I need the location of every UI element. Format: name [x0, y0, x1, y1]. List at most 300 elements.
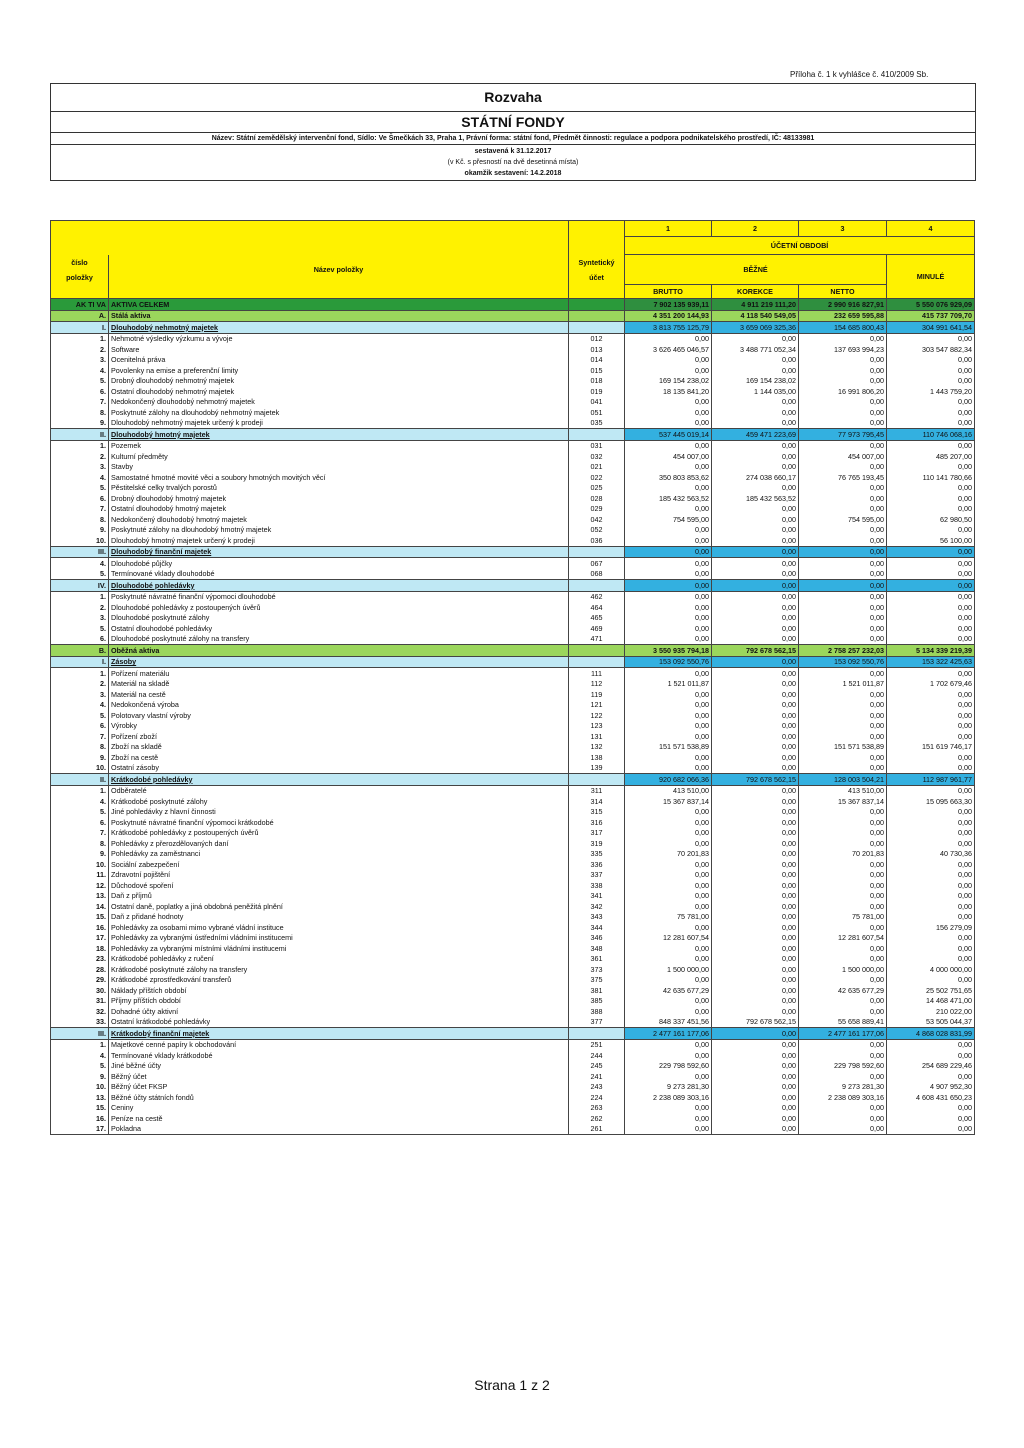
table-row — [51, 763, 975, 774]
item-number: 32. — [51, 1006, 109, 1017]
entity-info: Název: Státní zemědělský intervenční fond, Sídlo: Ve Šmečkách 33, Praha 1, Právní forma: státní fond, Předmět činnosti: regulace a podpora podnikatelského prostředí, IČ: 48133981 — [51, 133, 975, 145]
netto-value: 0,00 — [799, 943, 887, 954]
korekce-value: 0,00 — [712, 891, 799, 902]
brutto-value: 1 521 011,87 — [625, 679, 712, 690]
brutto-value: 1 500 000,00 — [625, 964, 712, 975]
period-header: ÚČETNÍ OBDOBÍ — [625, 237, 975, 255]
netto-value: 0,00 — [799, 558, 887, 569]
brutto-header: BRUTTO — [625, 285, 712, 299]
netto-value: 137 693 994,23 — [799, 344, 887, 355]
table-row — [51, 785, 975, 796]
brutto-value: 2 238 089 303,16 — [625, 1092, 712, 1103]
item-number: 11. — [51, 870, 109, 881]
item-number: 33. — [51, 1017, 109, 1028]
netto-value: 0,00 — [799, 546, 887, 558]
korekce-value: 0,00 — [712, 668, 799, 679]
item-name: Pohledávky z přerozdělovaných daní — [109, 838, 569, 849]
previous-value: 5 134 339 219,39 — [887, 645, 975, 657]
table-row — [51, 493, 975, 504]
item-number: 5. — [51, 569, 109, 580]
netto-value: 2 990 916 827,91 — [799, 299, 887, 311]
previous-value: 0,00 — [887, 407, 975, 418]
account-code: 315 — [569, 807, 625, 818]
account-code: 338 — [569, 880, 625, 891]
item-name: Ostatní daně, poplatky a jiná obdobná peněžitá plnění — [109, 901, 569, 912]
table-row — [51, 731, 975, 742]
korekce-value: 0,00 — [712, 1124, 799, 1135]
table-row — [51, 472, 975, 483]
table-row — [51, 429, 975, 441]
item-name: Zdravotní pojištění — [109, 870, 569, 881]
account-code: 018 — [569, 376, 625, 387]
item-name: Dlouhodobý nehmotný majetek — [109, 322, 569, 334]
table-row — [51, 752, 975, 763]
table-row — [51, 1082, 975, 1093]
netto-value: 0,00 — [799, 418, 887, 429]
item-name: Ostatní dlouhodobé pohledávky — [109, 623, 569, 634]
item-number: 12. — [51, 880, 109, 891]
table-row — [51, 386, 975, 397]
brutto-value: 3 550 935 794,18 — [625, 645, 712, 657]
compiled-date: sestavená k 31.12.2017 — [474, 148, 552, 155]
netto-value: 0,00 — [799, 376, 887, 387]
korekce-header: KOREKCE — [712, 285, 799, 299]
item-name: Výrobky — [109, 721, 569, 732]
previous-value: 0,00 — [887, 817, 975, 828]
netto-value: 2 238 089 303,16 — [799, 1092, 887, 1103]
account-code: 014 — [569, 355, 625, 366]
previous-value: 15 095 663,30 — [887, 796, 975, 807]
document-title: Rozvaha — [51, 84, 975, 112]
brutto-value: 848 337 451,56 — [625, 1017, 712, 1028]
korekce-value: 0,00 — [712, 418, 799, 429]
table-row — [51, 1061, 975, 1072]
table-row — [51, 344, 975, 355]
brutto-value: 413 510,00 — [625, 785, 712, 796]
account-code: 262 — [569, 1113, 625, 1124]
previous-value: 303 547 882,34 — [887, 344, 975, 355]
netto-value: 0,00 — [799, 1050, 887, 1061]
table-row — [51, 299, 975, 311]
item-number-header — [51, 255, 109, 285]
item-name: Stavby — [109, 462, 569, 473]
brutto-value: 12 281 607,54 — [625, 933, 712, 944]
account-code: 335 — [569, 849, 625, 860]
korekce-value: 0,00 — [712, 700, 799, 711]
previous-value: 0,00 — [887, 752, 975, 763]
previous-value: 0,00 — [887, 689, 975, 700]
item-number: 16. — [51, 1113, 109, 1124]
account-code — [569, 656, 625, 668]
netto-value: 0,00 — [799, 763, 887, 774]
item-name: Pohledávky za zaměstnanci — [109, 849, 569, 860]
korekce-value: 0,00 — [712, 634, 799, 645]
item-number: 4. — [51, 700, 109, 711]
netto-value: 229 798 592,60 — [799, 1061, 887, 1072]
table-row — [51, 613, 975, 624]
korekce-value: 0,00 — [712, 985, 799, 996]
brutto-value: 0,00 — [625, 817, 712, 828]
brutto-value: 0,00 — [625, 689, 712, 700]
item-name: Krátkodobé zprostředkování transferů — [109, 975, 569, 986]
netto-value: 12 281 607,54 — [799, 933, 887, 944]
account-code: 224 — [569, 1092, 625, 1103]
previous-value: 0,00 — [887, 1039, 975, 1050]
account-code — [569, 299, 625, 311]
table-row — [51, 807, 975, 818]
item-name: Ceniny — [109, 1103, 569, 1114]
netto-value: 0,00 — [799, 397, 887, 408]
table-row — [51, 634, 975, 645]
brutto-value: 0,00 — [625, 602, 712, 613]
item-number: 15. — [51, 1103, 109, 1114]
brutto-value: 0,00 — [625, 407, 712, 418]
brutto-value: 153 092 550,76 — [625, 656, 712, 668]
previous-value: 0,00 — [887, 859, 975, 870]
item-number: II. — [51, 774, 109, 786]
previous-value: 0,00 — [887, 504, 975, 515]
item-number: 6. — [51, 493, 109, 504]
netto-value: 15 367 837,14 — [799, 796, 887, 807]
netto-value: 0,00 — [799, 1124, 887, 1135]
item-name: Poskytnuté návratné finanční výpomoci dlouhodobé — [109, 591, 569, 602]
netto-value: 0,00 — [799, 333, 887, 344]
previous-value: 156 279,09 — [887, 922, 975, 933]
brutto-value: 0,00 — [625, 1113, 712, 1124]
korekce-value: 4 118 540 549,05 — [712, 310, 799, 322]
item-number: 5. — [51, 807, 109, 818]
account-code: 051 — [569, 407, 625, 418]
netto-value: 2 477 161 177,06 — [799, 1028, 887, 1040]
brutto-value: 70 201,83 — [625, 849, 712, 860]
previous-value: 0,00 — [887, 525, 975, 536]
page-footer: Strana 1 z 2 — [474, 1377, 550, 1393]
item-number: 14. — [51, 901, 109, 912]
item-name: Dlouhodobé půjčky — [109, 558, 569, 569]
korekce-value: 0,00 — [712, 975, 799, 986]
netto-value: 0,00 — [799, 580, 887, 592]
item-name: Jiné pohledávky z hlavní činnosti — [109, 807, 569, 818]
table-row — [51, 849, 975, 860]
item-name: Pokladna — [109, 1124, 569, 1135]
col-num-1: 1 — [625, 221, 712, 237]
item-number: 7. — [51, 731, 109, 742]
netto-value: 0,00 — [799, 731, 887, 742]
korekce-value: 0,00 — [712, 365, 799, 376]
brutto-value: 0,00 — [625, 546, 712, 558]
previous-value: 110 746 068,16 — [887, 429, 975, 441]
korekce-value: 0,00 — [712, 849, 799, 860]
netto-value: 9 273 281,30 — [799, 1082, 887, 1093]
table-row — [51, 710, 975, 721]
korekce-value: 0,00 — [712, 828, 799, 839]
item-name: Příjmy příštích období — [109, 996, 569, 1007]
item-name: Dlouhodobé poskytnuté zálohy na transfery — [109, 634, 569, 645]
item-number: 4. — [51, 472, 109, 483]
brutto-value: 0,00 — [625, 333, 712, 344]
korekce-value: 0,00 — [712, 996, 799, 1007]
previous-value: 0,00 — [887, 807, 975, 818]
netto-value: 42 635 677,29 — [799, 985, 887, 996]
previous-value: 210 022,00 — [887, 1006, 975, 1017]
item-number: 18. — [51, 943, 109, 954]
korekce-value: 274 038 660,17 — [712, 472, 799, 483]
brutto-value: 350 803 853,62 — [625, 472, 712, 483]
item-number: III. — [51, 546, 109, 558]
previous-value: 25 502 751,65 — [887, 985, 975, 996]
previous-value: 0,00 — [887, 912, 975, 923]
korekce-value: 0,00 — [712, 1103, 799, 1114]
brutto-value: 0,00 — [625, 440, 712, 451]
col-num-4: 4 — [887, 221, 975, 237]
account-code: 311 — [569, 785, 625, 796]
item-number: 9. — [51, 525, 109, 536]
table-row — [51, 689, 975, 700]
brutto-value: 3 813 755 125,79 — [625, 322, 712, 334]
previous-value: 4 000 000,00 — [887, 964, 975, 975]
item-name: Kulturní předměty — [109, 451, 569, 462]
item-name: Běžný účet — [109, 1071, 569, 1082]
previous-value: 0,00 — [887, 591, 975, 602]
korekce-value: 0,00 — [712, 1113, 799, 1124]
previous-value: 0,00 — [887, 870, 975, 881]
table-row — [51, 901, 975, 912]
previous-value: 4 868 028 831,99 — [887, 1028, 975, 1040]
korekce-value: 0,00 — [712, 483, 799, 494]
account-code: 067 — [569, 558, 625, 569]
account-label-1: Syntetický — [578, 257, 615, 267]
item-number: 5. — [51, 623, 109, 634]
table-row — [51, 376, 975, 387]
netto-value: 1 521 011,87 — [799, 679, 887, 690]
korekce-value: 0,00 — [712, 859, 799, 870]
previous-value: 0,00 — [887, 710, 975, 721]
item-name: Ostatní krátkodobé pohledávky — [109, 1017, 569, 1028]
previous-value: 0,00 — [887, 933, 975, 944]
netto-value: 0,00 — [799, 355, 887, 366]
brutto-value: 0,00 — [625, 922, 712, 933]
item-number: 5. — [51, 1061, 109, 1072]
previous-value: 0,00 — [887, 602, 975, 613]
korekce-value: 0,00 — [712, 1006, 799, 1017]
item-name: Termínované vklady krátkodobé — [109, 1050, 569, 1061]
table-row — [51, 514, 975, 525]
brutto-value: 0,00 — [625, 996, 712, 1007]
item-number: 7. — [51, 504, 109, 515]
table-row — [51, 1092, 975, 1103]
netto-value: 0,00 — [799, 407, 887, 418]
col-num-2: 2 — [712, 221, 799, 237]
table-row — [51, 700, 975, 711]
table-row — [51, 645, 975, 657]
previous-value: 0,00 — [887, 333, 975, 344]
table-row — [51, 817, 975, 828]
korekce-value: 0,00 — [712, 731, 799, 742]
balance-sheet-table — [50, 220, 975, 1135]
korekce-value: 0,00 — [712, 1028, 799, 1040]
item-name: Dlouhodobé poskytnuté zálohy — [109, 613, 569, 624]
current-period-header: BĚŽNÉ — [625, 255, 887, 285]
item-number: III. — [51, 1028, 109, 1040]
account-code: 344 — [569, 922, 625, 933]
item-name: Daň z příjmů — [109, 891, 569, 902]
previous-value: 62 980,50 — [887, 514, 975, 525]
item-name: Termínované vklady dlouhodobé — [109, 569, 569, 580]
netto-value: 0,00 — [799, 859, 887, 870]
item-label: položky — [66, 272, 93, 282]
item-number: 3. — [51, 613, 109, 624]
previous-value: 0,00 — [887, 580, 975, 592]
brutto-value: 0,00 — [625, 1050, 712, 1061]
korekce-value: 792 678 562,15 — [712, 1017, 799, 1028]
item-number: 4. — [51, 365, 109, 376]
table-row — [51, 591, 975, 602]
netto-header: NETTO — [799, 285, 887, 299]
korekce-value: 0,00 — [712, 901, 799, 912]
annex-note: Příloha č. 1 k vyhlášce č. 410/2009 Sb. — [790, 70, 929, 79]
netto-value: 77 973 795,45 — [799, 429, 887, 441]
brutto-value: 0,00 — [625, 365, 712, 376]
table-row — [51, 828, 975, 839]
item-name: Ostatní dlouhodobý hmotný majetek — [109, 504, 569, 515]
table-row — [51, 679, 975, 690]
brutto-value: 0,00 — [625, 891, 712, 902]
brutto-value: 185 432 563,52 — [625, 493, 712, 504]
account-code: 029 — [569, 504, 625, 515]
korekce-value: 0,00 — [712, 964, 799, 975]
table-row — [51, 418, 975, 429]
item-number: 2. — [51, 679, 109, 690]
brutto-value: 0,00 — [625, 828, 712, 839]
item-number: 9. — [51, 418, 109, 429]
item-number: 9. — [51, 849, 109, 860]
previous-value: 4 907 952,30 — [887, 1082, 975, 1093]
netto-value: 75 781,00 — [799, 912, 887, 923]
korekce-value: 0,00 — [712, 656, 799, 668]
netto-value: 0,00 — [799, 700, 887, 711]
brutto-value: 0,00 — [625, 710, 712, 721]
korekce-value: 0,00 — [712, 1092, 799, 1103]
previous-period-header: MINULÉ — [887, 255, 975, 299]
account-code — [569, 1028, 625, 1040]
item-number: 8. — [51, 838, 109, 849]
brutto-value: 7 902 135 939,11 — [625, 299, 712, 311]
previous-value: 0,00 — [887, 355, 975, 366]
netto-value: 0,00 — [799, 710, 887, 721]
account-code: 245 — [569, 1061, 625, 1072]
table-row — [51, 933, 975, 944]
account-code: 337 — [569, 870, 625, 881]
account-code — [569, 322, 625, 334]
table-row — [51, 355, 975, 366]
account-code — [569, 310, 625, 322]
account-code: 122 — [569, 710, 625, 721]
korekce-value: 0,00 — [712, 623, 799, 634]
brutto-value: 0,00 — [625, 535, 712, 546]
account-code — [569, 546, 625, 558]
balance-rows — [51, 299, 975, 1135]
table-row — [51, 451, 975, 462]
previous-value: 0,00 — [887, 418, 975, 429]
korekce-value: 0,00 — [712, 922, 799, 933]
item-name: Povolenky na emise a preferenční limity — [109, 365, 569, 376]
netto-value: 754 595,00 — [799, 514, 887, 525]
account-code: 028 — [569, 493, 625, 504]
item-number: 5. — [51, 376, 109, 387]
table-row — [51, 870, 975, 881]
korekce-value: 0,00 — [712, 558, 799, 569]
netto-value: 0,00 — [799, 493, 887, 504]
previous-value: 1 702 679,46 — [887, 679, 975, 690]
item-number: 10. — [51, 859, 109, 870]
previous-value: 0,00 — [887, 1113, 975, 1124]
korekce-value: 0,00 — [712, 333, 799, 344]
previous-value: 14 468 471,00 — [887, 996, 975, 1007]
item-name: Drobný dlouhodobý hmotný majetek — [109, 493, 569, 504]
korekce-value: 0,00 — [712, 451, 799, 462]
table-row — [51, 1050, 975, 1061]
table-row — [51, 462, 975, 473]
item-name: Pohledávky za osobami mimo vybrané vládní instituce — [109, 922, 569, 933]
brutto-value: 0,00 — [625, 1071, 712, 1082]
netto-value: 0,00 — [799, 752, 887, 763]
account-code: 035 — [569, 418, 625, 429]
account-code: 464 — [569, 602, 625, 613]
brutto-value: 169 154 238,02 — [625, 376, 712, 387]
brutto-value: 0,00 — [625, 838, 712, 849]
table-row — [51, 322, 975, 334]
netto-value: 0,00 — [799, 623, 887, 634]
previous-value: 110 141 780,66 — [887, 472, 975, 483]
brutto-value: 0,00 — [625, 700, 712, 711]
item-number: 29. — [51, 975, 109, 986]
item-name: Důchodové spoření — [109, 880, 569, 891]
account-code: 343 — [569, 912, 625, 923]
account-code: 123 — [569, 721, 625, 732]
brutto-value: 0,00 — [625, 763, 712, 774]
account-code: 042 — [569, 514, 625, 525]
previous-value: 0,00 — [887, 613, 975, 624]
korekce-value: 3 488 771 052,34 — [712, 344, 799, 355]
korekce-value: 0,00 — [712, 591, 799, 602]
account-code — [569, 429, 625, 441]
account-code: 111 — [569, 668, 625, 679]
item-number: 1. — [51, 1039, 109, 1050]
item-number: 1. — [51, 440, 109, 451]
previous-value: 0,00 — [887, 1071, 975, 1082]
item-name: Ostatní dlouhodobý nehmotný majetek — [109, 386, 569, 397]
item-name: Krátkodobé pohledávky z postoupených úvěrů — [109, 828, 569, 839]
item-name: Pohledávky za vybranými místními vládními institucemi — [109, 943, 569, 954]
account-code: 022 — [569, 472, 625, 483]
korekce-value: 0,00 — [712, 912, 799, 923]
item-number: 17. — [51, 933, 109, 944]
brutto-value: 0,00 — [625, 483, 712, 494]
table-row — [51, 838, 975, 849]
brutto-value: 0,00 — [625, 954, 712, 965]
korekce-value: 792 678 562,15 — [712, 645, 799, 657]
item-number: 6. — [51, 817, 109, 828]
item-number: 31. — [51, 996, 109, 1007]
item-name: Dohadné účty aktivní — [109, 1006, 569, 1017]
previous-value: 0,00 — [887, 546, 975, 558]
account-code: 381 — [569, 985, 625, 996]
brutto-value: 0,00 — [625, 880, 712, 891]
previous-value: 0,00 — [887, 623, 975, 634]
account-code: 361 — [569, 954, 625, 965]
previous-value: 0,00 — [887, 891, 975, 902]
netto-value: 0,00 — [799, 891, 887, 902]
